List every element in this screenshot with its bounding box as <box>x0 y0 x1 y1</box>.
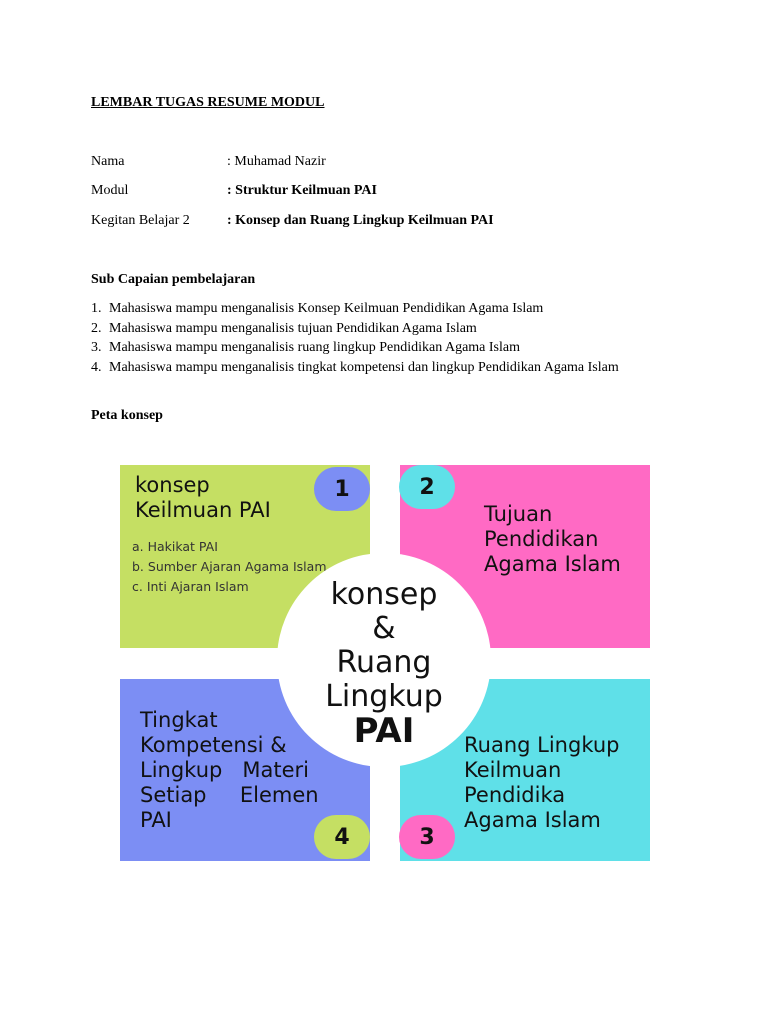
center-title <box>325 577 443 751</box>
list-text: Mahasiswa mampu menganalisis tujuan Pendidikan Agama Islam <box>109 320 477 336</box>
center-line: PAI <box>353 711 415 751</box>
q1-sub-list <box>132 537 327 597</box>
list-item <box>91 340 619 360</box>
center-line: Ruang <box>336 645 432 680</box>
center-line: Lingkup <box>325 679 443 714</box>
q1-title-line: Keilmuan PAI <box>135 498 271 522</box>
sub-capaian-heading: Sub Capaian pembelajaran <box>91 272 256 287</box>
list-number: 2. <box>91 320 102 336</box>
q3-title <box>464 733 619 833</box>
field-value: : Konsep dan Ruang Lingkup Keilmuan PAI <box>227 213 494 228</box>
list-item <box>91 360 619 380</box>
learning-outcomes-list <box>91 301 619 379</box>
list-number: 4. <box>91 359 102 375</box>
field-label: Nama <box>91 154 125 169</box>
list-item <box>91 321 619 341</box>
q2-title-line: Agama Islam <box>484 552 621 576</box>
q3-title-line: Ruang Lingkup <box>464 733 620 757</box>
field-value: : Muhamad Nazir <box>227 154 326 169</box>
center-line: & <box>372 611 396 646</box>
q1-sub-item: c. Inti Ajaran Islam <box>132 579 249 594</box>
badge-1: 1 <box>314 467 370 511</box>
list-number: 3. <box>91 340 102 355</box>
badge-2: 2 <box>399 465 455 509</box>
list-item <box>91 301 619 321</box>
q1-title <box>135 473 271 523</box>
concept-map <box>120 465 650 861</box>
center-line: konsep <box>330 577 438 612</box>
field-value: : Struktur Keilmuan PAI <box>227 183 377 198</box>
badge-4: 4 <box>314 815 370 859</box>
list-text: Mahasiswa mampu menganalisis Konsep Keilmuan Pendidikan Agama Islam <box>109 301 544 316</box>
badge-3: 3 <box>399 815 455 859</box>
list-text: Mahasiswa mampu menganalisis ruang lingkup Pendidikan Agama Islam <box>109 340 520 355</box>
q1-title-line: konsep <box>135 473 210 497</box>
q2-title <box>484 502 621 577</box>
document-title: LEMBAR TUGAS RESUME MODUL <box>91 95 325 110</box>
q4-title-line: PAI <box>140 808 172 832</box>
field-label: Modul <box>91 183 129 198</box>
q2-title-line: Tujuan <box>484 502 553 526</box>
center-circle <box>277 553 491 767</box>
q4-title-line: Setiap Elemen <box>140 783 319 807</box>
q1-sub-item: a. Hakikat PAI <box>132 539 218 554</box>
q1-sub-item: b. Sumber Ajaran Agama Islam <box>132 559 327 574</box>
q4-title-line: Kompetensi & <box>140 733 287 757</box>
q4-title-line: Lingkup Materi <box>140 758 309 782</box>
list-text: Mahasiswa mampu menganalisis tingkat kompetensi dan lingkup Pendidikan Agama Islam <box>109 359 619 375</box>
q3-title-line: Pendidika <box>464 783 566 807</box>
q3-title-line: Agama Islam <box>464 808 601 832</box>
q4-title <box>140 708 319 833</box>
list-number: 1. <box>91 301 102 316</box>
q4-title-line: Tingkat <box>140 708 218 732</box>
field-label: Kegitan Belajar 2 <box>91 213 190 228</box>
peta-konsep-heading: Peta konsep <box>91 408 163 423</box>
q3-title-line: Keilmuan <box>464 758 562 782</box>
q2-title-line: Pendidikan <box>484 527 599 551</box>
